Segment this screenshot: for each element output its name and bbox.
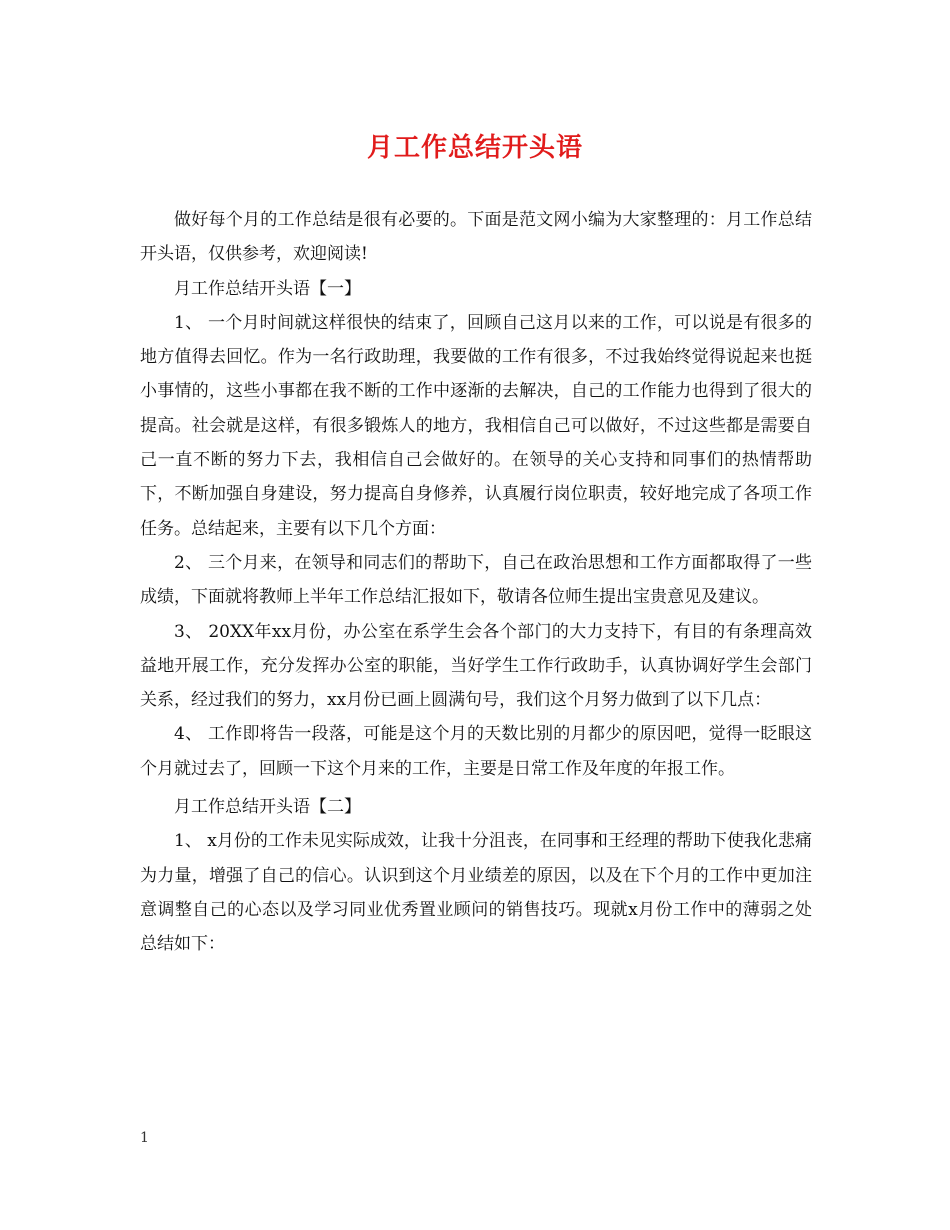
section-one-item-2: 2、 三个月来，在领导和同志们的帮助下，自己在政治思想和工作方面都取得了一些成绩，下面就将教师上半年工作总结汇报如下，敬请各位师生提出宝贵意见及建议。 — [140, 552, 812, 608]
section-two-item-1: 1、 x月份的工作未见实际成效，让我十分沮丧，在同事和王经理的帮助下使我化悲痛为力量，增强了自己的信心。认识到这个月业绩差的原因，以及在下个月的工作中更加注意调整自己的心态以及学习同业优秀置业顾问的销售技巧。现就x月份工作中的薄弱之处总结如下： — [140, 831, 812, 955]
page-number: 1 — [140, 1130, 149, 1146]
section-heading-two: 月工作总结开头语【二】 — [174, 797, 361, 818]
section-one-item-3: 3、 20XX年xx月份，办公室在系学生会各个部门的大力支持下，有目的有条理高效益地开展工作，充分发挥办公室的职能，当好学生工作行政助手，认真协调好学生会部门关系，经过我们的努力，xx月份已画上圆满句号，我们这个月努力做到了以下几点： — [140, 621, 812, 711]
document-title: 月工作总结开头语 — [366, 133, 583, 163]
section-one-item-1: 1、 一个月时间就这样很快的结束了，回顾自己这月以来的工作，可以说是有很多的地方值得去回忆。作为一名行政助理，我要做的工作有很多，不过我始终觉得说起来也挺小事情的，这些小事都在我不断的工作中逐渐的去解决，自己的工作能力也得到了很大的提高。社会就是这样，有很多锻炼人的地方，我相信自己可以做好，不过这些都是需要自己一直不断的努力下去，我相信自己会做好的。在领导的关心支持和同事们的热情帮助下，不断加强自身建设，努力提高自身修养，认真履行岗位职责，较好地完成了各项工作任务。总结起来，主要有以下几个方面： — [140, 312, 812, 539]
section-one-item-4: 4、 工作即将告一段落，可能是这个月的天数比别的月都少的原因吧，觉得一眨眼这个月就过去了，回顾一下这个月来的工作，主要是日常工作及年度的年报工作。 — [140, 724, 812, 779]
intro-paragraph: 做好每个月的工作总结是很有必要的。下面是范文网小编为大家整理的：月工作总结开头语，仅供参考，欢迎阅读! — [140, 210, 812, 265]
document-body — [140, 203, 812, 962]
section-heading-one: 月工作总结开头语【一】 — [174, 278, 361, 299]
